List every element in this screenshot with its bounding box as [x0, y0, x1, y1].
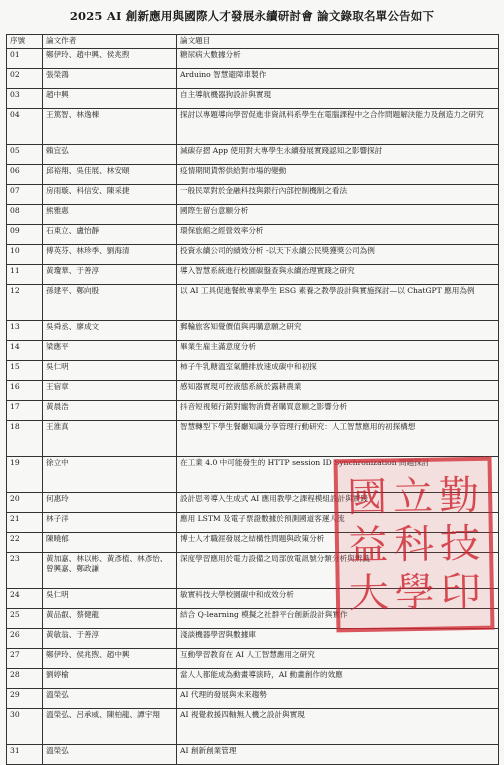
cell-no: 12 — [7, 285, 43, 321]
cell-topic: 柿子牛乳糖溫室氣體排放速成碳中和初探 — [177, 361, 499, 381]
cell-topic: 自主導航機器狗設計與實現 — [177, 89, 499, 109]
table-row — [7, 421, 499, 457]
cell-authors: 邱裕翔、吳佳展、林安頤 — [43, 165, 177, 185]
cell-topic: Arduino 智慧避障車製作 — [177, 69, 499, 89]
cell-topic: 導入智慧系統進行校園碳盤查與永續治理實踐之研究 — [177, 265, 499, 285]
seal-glyph: 科 — [393, 521, 435, 568]
cell-no: 19 — [7, 457, 43, 493]
cell-authors: 張榮鴻 — [43, 69, 177, 89]
cell-authors: 王宿章 — [43, 381, 177, 401]
table-header-row — [7, 35, 499, 49]
table-row — [7, 629, 499, 649]
header-no: 序號 — [7, 35, 43, 49]
cell-no: 09 — [7, 225, 43, 245]
table-row — [7, 265, 499, 285]
cell-authors: 鄭伊玲、趙中興、侯兆煦 — [43, 49, 177, 69]
cell-no: 30 — [7, 709, 43, 745]
table-row — [7, 49, 499, 69]
table-row — [7, 185, 499, 205]
cell-topic: 智慧轉型下學生餐廳知識分享管理行動研究：人工智慧應用的初探構想 — [177, 421, 499, 457]
cell-no: 26 — [7, 629, 43, 649]
cell-no: 03 — [7, 89, 43, 109]
cell-no: 02 — [7, 69, 43, 89]
cell-no: 28 — [7, 669, 43, 689]
cell-topic: 畢業生雇主滿意度分析 — [177, 341, 499, 361]
cell-topic: 互動學習教育在 AI 人工智慧應用之研究 — [177, 649, 499, 669]
table-row — [7, 513, 499, 533]
cell-topic: 敏實科技大學校園碳中和成效分析 — [177, 589, 499, 609]
cell-topic: 博士人才職涯發展之結構性問題與政策分析 — [177, 533, 499, 553]
cell-no: 04 — [7, 109, 43, 145]
seal-glyph: 國 — [346, 473, 388, 521]
cell-authors: 黃加嘉、林以彬、黃彥植、林彥怡、曾興嘉、鄭政謙 — [43, 553, 177, 589]
page-title: 2025 AI 創新應用與國際人才發展永續研討會 論文錄取名單公告如下 — [69, 9, 435, 23]
table-row — [7, 341, 499, 361]
cell-authors: 林子洋 — [43, 513, 177, 533]
cell-topic: 淺談機器學習與數據庫 — [177, 629, 499, 649]
cell-authors: 趙中興 — [43, 89, 177, 109]
table-row — [7, 709, 499, 745]
table-row — [7, 745, 499, 765]
cell-topic: AI 代理的發展與未來趨勢 — [177, 689, 499, 709]
cell-topic: 減碳存摺 App 使用對大專學生永續發展實踐認知之影響探討 — [177, 145, 499, 165]
cell-topic: 投資永續公司的績效分析 -以天下永續公民獎獲獎公司為例 — [177, 245, 499, 265]
table-row — [7, 533, 499, 553]
cell-no: 21 — [7, 513, 43, 533]
cell-no: 29 — [7, 689, 43, 709]
cell-no: 11 — [7, 265, 43, 285]
cell-topic: 探討以專題導向學習促進非資訊科系學生在電腦課程中之合作問題解決能力及創造力之研究 — [177, 109, 499, 145]
cell-no: 17 — [7, 401, 43, 421]
table-row — [7, 245, 499, 265]
cell-no: 13 — [7, 321, 43, 341]
cell-authors: 王篤智、林逸棟 — [43, 109, 177, 145]
cell-topic: 結合 Q-learning 模擬之社群平台創新設計與實作 — [177, 609, 499, 629]
cell-topic: 設計思考導入生成式 AI 應用教學之課程模組設計與實踐 — [177, 493, 499, 513]
table-row — [7, 109, 499, 145]
cell-no: 27 — [7, 649, 43, 669]
cell-no: 22 — [7, 533, 43, 553]
seal-glyph: 益 — [347, 521, 389, 569]
cell-authors: 徐立中 — [43, 457, 177, 493]
header-authors: 論文作者 — [43, 35, 177, 49]
table-row — [7, 321, 499, 341]
cell-no: 10 — [7, 245, 43, 265]
cell-topic: AI 視覺救援四軸無人機之設計與實現 — [177, 709, 499, 745]
table-row — [7, 205, 499, 225]
cell-topic: 疫情期間貨幣供給對市場的變動 — [177, 165, 499, 185]
table-row — [7, 493, 499, 513]
seal-glyph: 印 — [440, 568, 482, 616]
cell-authors: 石東立、盧怡靜 — [43, 225, 177, 245]
cell-authors: 熊雅惠 — [43, 205, 177, 225]
cell-no: 05 — [7, 145, 43, 165]
cell-authors: 鄭伊玲、侯兆煦、趙中興 — [43, 649, 177, 669]
seal-glyph: 大 — [348, 569, 390, 617]
cell-topic: 應用 LSTM 及電子票證數據於預測國道客運人流 — [177, 513, 499, 533]
header-topic: 論文題目 — [177, 35, 499, 49]
cell-authors: 吳舜丞、廖成文 — [43, 321, 177, 341]
cell-authors: 房雨璇、科信安、陳采捷 — [43, 185, 177, 205]
table-row — [7, 669, 499, 689]
cell-authors: 孫建平、鄭向殷 — [43, 285, 177, 321]
cell-authors: 黃瓊華、于善淳 — [43, 265, 177, 285]
cell-no: 01 — [7, 49, 43, 69]
cell-topic: 以 AI 工具促進餐飲專業學生 ESG 素養之教學設計與實施探討—以 ChatGPT 應用為例 — [177, 285, 499, 321]
cell-authors: 王淮真 — [43, 421, 177, 457]
table-row — [7, 165, 499, 185]
cell-authors: 劉婷榆 — [43, 669, 177, 689]
cell-no: 25 — [7, 609, 43, 629]
table-row — [7, 285, 499, 321]
table-row — [7, 609, 499, 629]
cell-no: 15 — [7, 361, 43, 381]
cell-authors: 傅英芬、林珍季、劉海清 — [43, 245, 177, 265]
table-row — [7, 553, 499, 589]
cell-authors: 陳曉郁 — [43, 533, 177, 553]
cell-topic: 糖尿病大數據分析 — [177, 49, 499, 69]
cell-no: 23 — [7, 553, 43, 589]
table-row — [7, 589, 499, 609]
cell-no: 07 — [7, 185, 43, 205]
table-row — [7, 361, 499, 381]
table-row — [7, 649, 499, 669]
cell-topic: AI 創新創業管理 — [177, 745, 499, 765]
cell-no: 16 — [7, 381, 43, 401]
cell-authors: 吳仁明 — [43, 589, 177, 609]
acceptance-table — [6, 34, 499, 765]
cell-topic: 感知器實現可控液態系統於露耕農業 — [177, 381, 499, 401]
seal-glyph: 勤 — [438, 472, 480, 520]
cell-no: 31 — [7, 745, 43, 765]
cell-no: 24 — [7, 589, 43, 609]
cell-authors: 溫榮弘 — [43, 689, 177, 709]
seal-glyph: 技 — [439, 520, 481, 568]
cell-no: 14 — [7, 341, 43, 361]
cell-topic: 一般民眾對於金融科技與銀行內部控制機制之看法 — [177, 185, 499, 205]
table-row — [7, 145, 499, 165]
table-row — [7, 89, 499, 109]
cell-no: 18 — [7, 421, 43, 457]
cell-topic: 當人人都能成為動畫導演時，AI 動畫創作的效應 — [177, 669, 499, 689]
cell-topic: 抖音短視頻行銷對寵物消費者購買意願之影響分析 — [177, 401, 499, 421]
seal-glyph: 立 — [392, 473, 434, 520]
table-row — [7, 381, 499, 401]
cell-topic: 郵輪旅客知覺價值與再購意願之研究 — [177, 321, 499, 341]
cell-topic: 在工業 4.0 中可能發生的 HTTP session ID Synchronization 問題探討 — [177, 457, 499, 493]
cell-authors: 黃敏翁、于善淳 — [43, 629, 177, 649]
cell-no: 06 — [7, 165, 43, 185]
cell-authors: 賴宜弘 — [43, 145, 177, 165]
cell-topic: 環保旅館之經營效率分析 — [177, 225, 499, 245]
cell-authors: 吳仁明 — [43, 361, 177, 381]
cell-authors: 黃晨浩 — [43, 401, 177, 421]
table-row — [7, 225, 499, 245]
table-row — [7, 689, 499, 709]
cell-authors: 梁應平 — [43, 341, 177, 361]
cell-authors: 溫榮弘、呂承威、陳柏龍、譚宇翔 — [43, 709, 177, 745]
cell-topic: 國際生留台意願分析 — [177, 205, 499, 225]
cell-authors: 溫榮弘 — [43, 745, 177, 765]
table-row — [7, 457, 499, 493]
cell-authors: 何惠玲 — [43, 493, 177, 513]
table-row — [7, 401, 499, 421]
seal-glyph: 學 — [394, 569, 436, 616]
cell-topic: 深度學習應用於電力設備之局部放電訊號分類分析與辨識 — [177, 553, 499, 589]
cell-authors: 黃品叡、蔡健龍 — [43, 609, 177, 629]
cell-no: 20 — [7, 493, 43, 513]
table-row — [7, 69, 499, 89]
cell-no: 08 — [7, 205, 43, 225]
